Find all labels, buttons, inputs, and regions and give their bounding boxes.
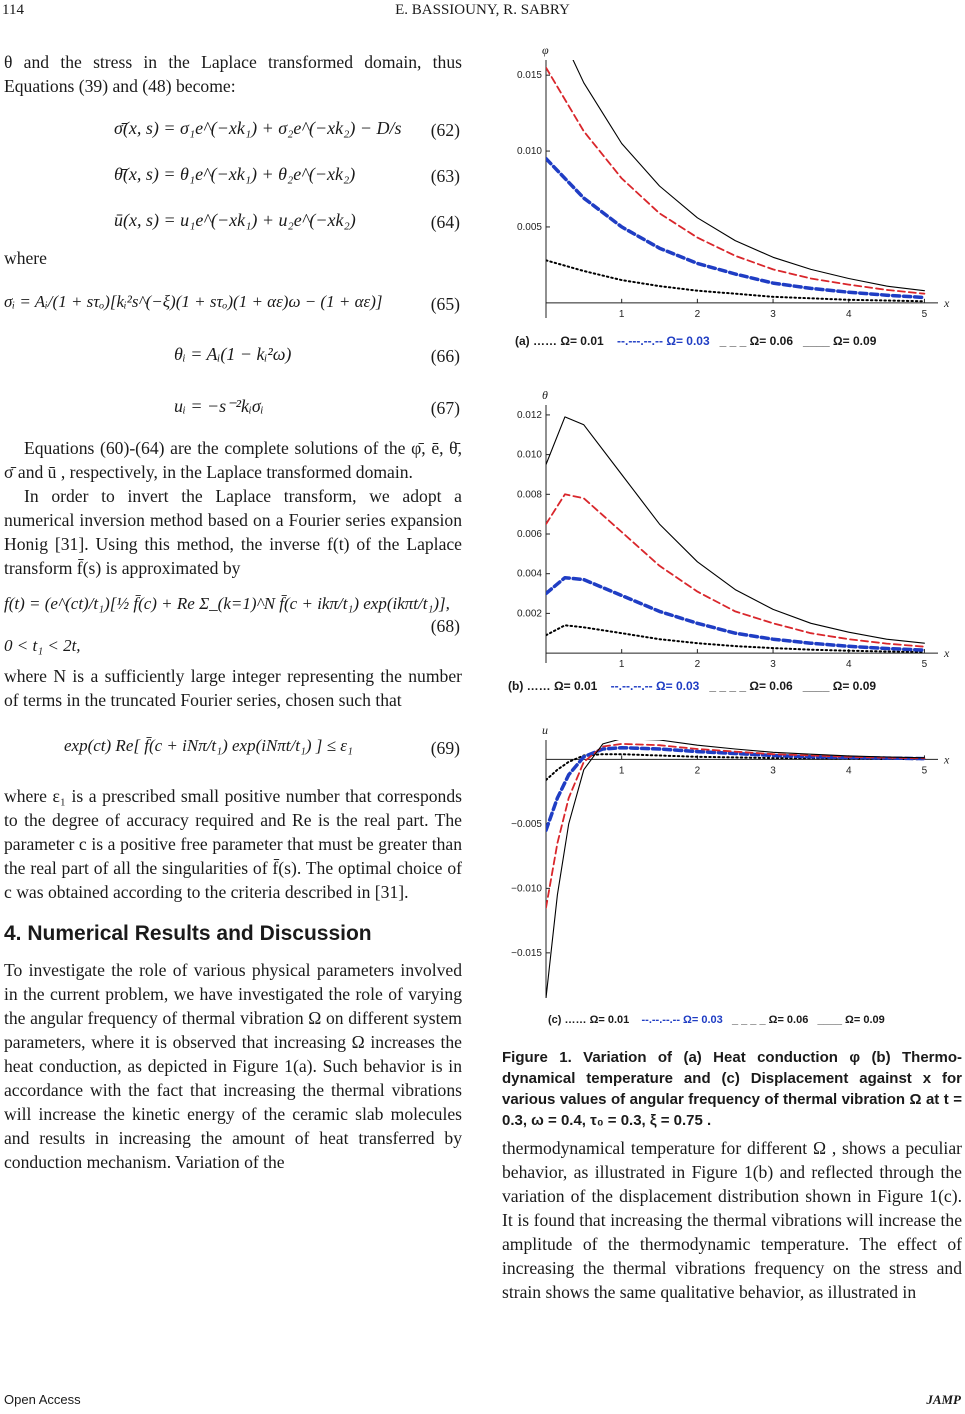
- y-tick-label: 0.010: [516, 146, 542, 158]
- legend-item: ____ Ω= 0.09: [803, 334, 877, 348]
- y-axis-label: φ: [542, 43, 549, 57]
- equation-number: (65): [430, 294, 460, 314]
- equation-body: θᵢ = Aᵢ(1 − kᵢ²ω): [174, 344, 292, 364]
- equation-body: exp(ct) Re[ f̄(c + iNπ/t₁) exp(iNπt/t₁) ] ≤ ε₁: [64, 736, 353, 755]
- legend-c: [500, 1014, 962, 1026]
- page-header: [0, 2, 965, 24]
- accuracy-paragraph: where ε₁ is a prescribed small positive number that corresponds to the degree of accuracy required and Re is the real part. The parameter c is a positive free parameter that must be greater than the real part of all the singularities of f̄(s). The optimal choice of c was obtained according to the criteria described in [31].: [4, 786, 462, 902]
- y-tick-label: 0.010: [516, 449, 542, 461]
- equation-body: uᵢ = −s⁻²kᵢσᵢ: [174, 396, 264, 416]
- legend-item: --.--.--.-- Ω= 0.03: [641, 1014, 723, 1026]
- y-tick-label: 0.006: [516, 529, 542, 540]
- series-line-1: [546, 260, 924, 301]
- y-tick-label: 0.008: [516, 489, 542, 501]
- equation-68: [4, 580, 462, 664]
- series-line-4: [546, 739, 924, 998]
- legend-prefix: (b) ……: [508, 679, 551, 693]
- series-line-2: [546, 748, 924, 831]
- discussion-paragraph: thermodynamical temperature for different Ω , shows a peculiar behavior, as illustrated in Figure 1(b) and reflected through the variation of the displacement distribution shown in Figure 1(c). It is found that increasing the thermal vibrations will increase the amplitude of the thermodynamic temperature. The effect of increasing the thermal vibrations frequency on the stress and strain shows the same qualitative behavior, as illustrated in: [502, 1138, 962, 1302]
- where-label: where: [4, 248, 47, 268]
- y-tick-label: −0.010: [511, 883, 542, 895]
- truncation-paragraph: where N is a sufficiently large integer representing the number of terms in the truncated Fourier series, chosen such that: [4, 666, 462, 710]
- figure-1b: [500, 385, 962, 693]
- legend-prefix: (c) ……: [548, 1014, 587, 1026]
- legend-item: _ _ _ _ Ω= 0.06: [731, 1014, 809, 1026]
- legend-item: --.--.--.-- Ω= 0.03: [610, 679, 700, 693]
- y-tick-label: −0.015: [511, 947, 542, 959]
- legend-prefix: (a) ……: [515, 334, 557, 348]
- series-line-2: [546, 578, 924, 650]
- legend-item: ____ Ω= 0.09: [802, 679, 877, 693]
- x-tick-label: 5: [921, 765, 928, 777]
- series-line-3: [546, 494, 924, 646]
- legend-item: _ _ _ _ Ω= 0.06: [709, 679, 793, 693]
- equation-number: (68): [430, 616, 460, 636]
- equation-number: (66): [430, 346, 460, 366]
- equation-number: (63): [430, 166, 460, 186]
- x-tick-label: 2: [694, 765, 701, 777]
- equation-number: (69): [430, 738, 460, 758]
- equation-69: [4, 712, 462, 784]
- legend-item: Ω= 0.01: [560, 334, 604, 348]
- x-tick-label: 4: [845, 765, 852, 777]
- x-tick-label: 4: [845, 659, 852, 671]
- x-tick-label: 1: [618, 765, 625, 777]
- legend-item: ____ Ω= 0.09: [817, 1014, 885, 1026]
- x-axis-label: x: [944, 752, 950, 767]
- results-paragraph: To investigate the role of various physical parameters involved in the current problem, we have investigated the role of varying the angular frequency of thermal vibration Ω on different system parameters, where it is observed that increasing Ω increases the heat conduction, as depicted in Figure 1(a). Such behavior is in accordance with the fact that increasing the thermal vibrations will increase the kinetic energy of the ceramic slab molecules and results in increasing the amount of heat transferred by conduction mechanism. Variation of the: [4, 960, 462, 1172]
- equation-body: σᵢ = Aᵢ/(1 + sτₒ)[kᵢ²s^(−ξ)(1 + sτₒ)(1 + αε)ω − (1 + αε)]: [4, 292, 383, 311]
- legend-item: Ω= 0.01: [589, 1014, 630, 1026]
- x-tick-label: 2: [694, 308, 701, 320]
- y-tick-label: −0.005: [511, 818, 542, 830]
- chart-thermodynamical-temperature: [500, 385, 962, 675]
- x-tick-label: 3: [770, 765, 776, 777]
- legend-item: --.---.--.-- Ω= 0.03: [617, 334, 710, 348]
- equation-number: (64): [430, 212, 460, 232]
- equation-62: [4, 108, 462, 154]
- equation-64: [4, 200, 462, 246]
- equation-63: [4, 154, 462, 200]
- legend-item: _ _ _ Ω= 0.06: [719, 334, 793, 348]
- figure-caption: Figure 1. Variation of (a) Heat conduction φ (b) Thermo-dynamical temperature and (c) Displacement against x for various values of angular frequency of thermal vibration Ω at t = 0.3, ω = 0.4, τ₀ = 0.3, ξ = 0.75 .: [502, 1049, 962, 1129]
- x-tick-label: 4: [845, 308, 852, 320]
- y-tick-label: 0.004: [516, 568, 542, 580]
- y-tick-label: 0.012: [516, 409, 542, 421]
- equation-condition: 0 < t₁ < 2t,: [4, 636, 81, 655]
- series-line-4: [546, 40, 924, 291]
- equation-body: θ̄(x, s) = θ₁e^(−xk₁) + θ₂e^(−xk₂): [114, 164, 356, 184]
- x-tick-label: 3: [770, 308, 776, 320]
- x-tick-label: 1: [618, 659, 625, 671]
- y-tick-label: 0.005: [516, 221, 542, 233]
- equation-number: (67): [430, 398, 460, 418]
- legend-item: Ω= 0.01: [554, 679, 598, 693]
- running-head-authors: E. BASSIOUNY, R. SABRY: [395, 2, 570, 18]
- y-axis-label: u: [542, 723, 548, 737]
- x-tick-label: 3: [770, 659, 776, 671]
- right-column-text: [502, 1136, 962, 1304]
- equation-body: ū(x, s) = u₁e^(−xk₁) + u₂e^(−xk₂): [114, 210, 356, 230]
- solutions-paragraph: Equations (60)-(64) are the complete solutions of the φ̄, ē, θ̄, σ̄ and ū , respectively, in the Laplace transformed domain.: [4, 438, 462, 482]
- y-axis-label: θ: [542, 388, 548, 402]
- footer-open-access: Open Access: [4, 1392, 81, 1407]
- left-column: [4, 50, 462, 1174]
- y-tick-label: 0.002: [516, 608, 542, 620]
- chart-displacement: [500, 720, 962, 1010]
- equation-66: [4, 334, 462, 386]
- x-tick-label: 5: [921, 659, 928, 671]
- inversion-paragraph: In order to invert the Laplace transform, we adopt a numerical inversion method based on a Fourier series expansion Honig [31]. Using this method, the inverse f(t) of the Laplace transform f̄(s) is approximated by: [4, 486, 462, 578]
- figure-1c: [500, 720, 962, 1026]
- series-line-3: [546, 68, 924, 294]
- x-axis-label: x: [944, 646, 950, 661]
- chart-heat-conduction: [500, 40, 962, 330]
- intro-paragraph: θ and the stress in the Laplace transformed domain, thus Equations (39) and (48) become:: [4, 52, 462, 96]
- equation-body: σ̄(x, s) = σ₁e^(−xk₁) + σ₂e^(−xk₂) − D/s: [114, 118, 402, 138]
- x-axis-label: x: [944, 295, 950, 310]
- equation-67: [4, 386, 462, 436]
- legend-a: [500, 334, 962, 348]
- series-line-4: [546, 417, 924, 643]
- x-tick-label: 5: [921, 308, 928, 320]
- series-line-2: [546, 159, 924, 298]
- section-title: 4. Numerical Results and Discussion: [4, 922, 372, 945]
- figure-1a: [500, 40, 962, 348]
- series-line-3: [546, 744, 924, 908]
- footer-journal: JAMP: [926, 1392, 961, 1407]
- y-tick-label: 0.015: [516, 70, 542, 82]
- equation-65: [4, 278, 462, 334]
- x-tick-label: 1: [618, 308, 625, 320]
- page-number: 114: [2, 2, 24, 18]
- equation-body: f(t) = (e^(ct)/t₁)[½ f̄(c) + Re Σ_(k=1)^N f̄(c + ikπ/t₁) exp(ikπt/t₁)],: [4, 594, 450, 613]
- equation-number: (62): [430, 120, 460, 140]
- x-tick-label: 2: [694, 659, 701, 671]
- legend-b: [500, 679, 962, 693]
